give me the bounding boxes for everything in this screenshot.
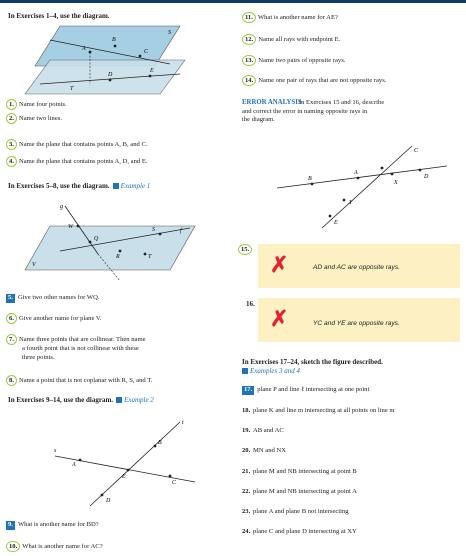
question-9: 9. What is another name for BD? xyxy=(8,521,99,528)
question-6: 6. Give another name for plane V. xyxy=(6,313,101,324)
example-link[interactable]: Example 2 xyxy=(124,396,154,404)
svg-text:Y: Y xyxy=(349,200,353,206)
example-link-icon xyxy=(116,397,122,403)
svg-text:s: s xyxy=(54,448,57,454)
example-link[interactable]: Example 1 xyxy=(120,182,151,190)
question-18: 18. plane K and line m intersecting at all points on line m xyxy=(242,407,395,414)
question-1: 1. Name four points. xyxy=(6,99,67,110)
error-box-15 xyxy=(258,244,460,288)
example-link-icon xyxy=(113,183,119,189)
svg-text:T: T xyxy=(148,254,152,260)
diagram-planes-1 xyxy=(20,22,190,98)
error-box-16 xyxy=(258,298,460,342)
question-19: 19. AB and AC xyxy=(242,427,284,434)
example-link-icon xyxy=(242,368,248,374)
question-23: 23. plane A and plane B not intersecting xyxy=(242,508,349,515)
question-21: 21. plane M and NB intersecting at point B xyxy=(242,468,357,475)
svg-text:S: S xyxy=(152,227,155,233)
svg-text:X: X xyxy=(394,180,398,186)
question-24: 24. plane C and plane D intersecting at XY xyxy=(242,528,357,535)
svg-text:D: D xyxy=(424,174,429,180)
svg-text:W: W xyxy=(68,224,73,230)
question-12: 12. Name all rays with endpoint E. xyxy=(242,34,340,45)
error-analysis-title: ERROR ANALYSIS xyxy=(242,99,302,106)
question-8: 8. Name a point that is not coplanar with R, S, and T. xyxy=(6,375,152,386)
svg-text:A: A xyxy=(354,170,358,176)
question-10: 10. What is another name for AC? xyxy=(6,541,103,552)
svg-text:C: C xyxy=(414,148,419,154)
diagram-lines-3 xyxy=(50,414,200,514)
error-statement-15: AD and AC are opposite rays. xyxy=(313,264,400,271)
svg-text:C: C xyxy=(172,480,177,486)
svg-text:B: B xyxy=(158,440,162,446)
question-3: 3. Name the plane that contains points A, B, and C. xyxy=(6,139,148,150)
diagram-rays-4 xyxy=(272,142,452,232)
top-bar xyxy=(0,0,466,3)
question-2: 2. Name two lines. xyxy=(6,113,62,124)
example-link[interactable]: Examples 3 and 4 xyxy=(250,367,300,375)
question-17: 17. plane P and line ℓ intersecting at one point xyxy=(244,386,370,393)
section-header-17-24-examples xyxy=(242,367,300,375)
question-13: 13. Name two pairs of opposite rays. xyxy=(242,55,345,66)
svg-text:f: f xyxy=(180,228,182,234)
svg-text:A: A xyxy=(82,46,86,52)
svg-text:Q: Q xyxy=(94,236,99,242)
error-statement-16: YC and YE are opposite rays. xyxy=(313,320,400,327)
question-20: 20. MN and NX xyxy=(242,447,286,454)
svg-text:t: t xyxy=(182,420,184,426)
section-header-17-24: In Exercises 17–24, sketch the figure described. xyxy=(242,358,383,366)
diagram-planes-2 xyxy=(20,196,200,286)
section-header-5-8: In Exercises 5–8, use the diagram. Example 1 xyxy=(8,182,151,190)
svg-text:B: B xyxy=(112,37,116,43)
error-x-icon: ✗ xyxy=(270,306,289,331)
question-7: 7. Name three points that are collinear. Then name a fourth point that is not collinear with these three points. xyxy=(6,334,146,362)
svg-text:D: D xyxy=(106,498,111,504)
error-analysis-body: In Exercises 15 and 16, describe and correct the error in naming opposite rays in the diagram. xyxy=(242,99,385,123)
question-14: 14. Name one pair of rays that are not opposite rays. xyxy=(242,75,386,86)
question-22: 22. plane M and NB intersecting at point A xyxy=(242,488,357,495)
svg-text:E: E xyxy=(150,68,154,74)
svg-text:A: A xyxy=(72,462,76,468)
svg-text:C: C xyxy=(144,49,149,55)
svg-text:V: V xyxy=(32,262,36,268)
section-header-1-4: In Exercises 1–4, use the diagram. xyxy=(8,12,110,20)
svg-text:B: B xyxy=(308,176,312,182)
section-header-9-14: In Exercises 9–14, use the diagram. Example 2 xyxy=(8,396,154,404)
svg-text:E: E xyxy=(122,474,126,480)
svg-text:R: R xyxy=(116,254,120,260)
question-15-number: 15. xyxy=(238,244,254,255)
svg-text:S: S xyxy=(168,30,171,36)
svg-text:D: D xyxy=(108,72,113,78)
question-16-number: 16. xyxy=(246,300,255,308)
svg-text:E: E xyxy=(334,220,338,226)
question-5: 5. Give two other names for WQ. xyxy=(8,294,100,301)
question-11: 11. What is another name for AE? xyxy=(242,12,338,23)
error-x-icon: ✗ xyxy=(270,252,289,277)
question-4: 4. Name the plane that contains points A, D, and E. xyxy=(6,156,148,167)
svg-text:g: g xyxy=(60,204,63,210)
svg-text:T: T xyxy=(70,86,74,92)
